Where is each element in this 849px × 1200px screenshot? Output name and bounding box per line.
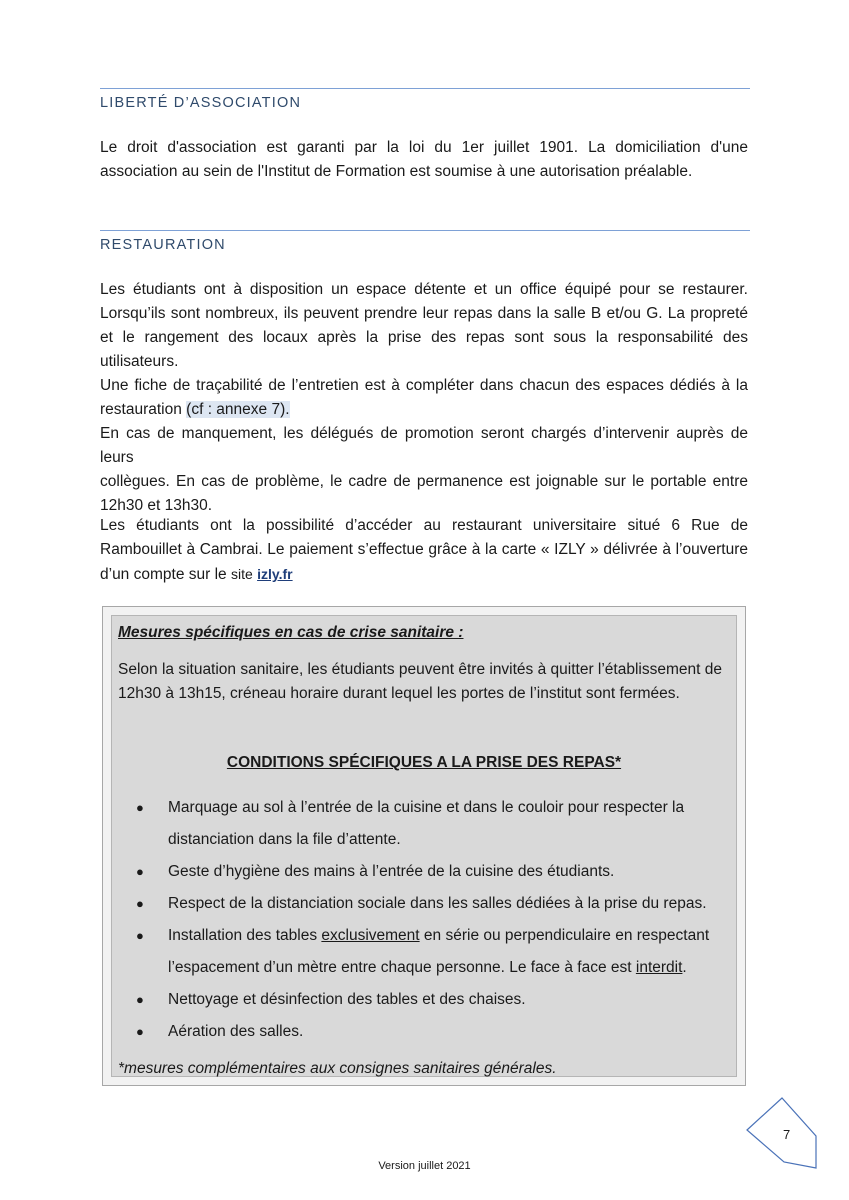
paragraph-line: Rambouillet à Cambrai. Le paiement s’effectue grâce à la carte « IZLY » délivrée à l’ouverture [100,541,748,558]
list-item-text-part: . [682,959,687,976]
paragraph-line: Les étudiants ont à disposition un espace détente et un office équipé pour se restaurer. [100,281,748,298]
version-footer: Version juillet 2021 [378,1160,471,1172]
list-item [136,792,726,856]
paragraph-line [100,398,748,422]
list-item-text: Respect de la distanciation sociale dans les salles dédiées à la prise du repas. [168,895,707,912]
paragraph-text: site [230,566,253,582]
bullet-icon: ● [136,992,144,1007]
list-item-text: distanciation dans la file d’attente. [168,831,401,848]
paragraph-text: restauration [100,401,182,418]
emphasis-underline: exclusivement [321,927,420,944]
list-item-text: Aération des salles. [168,1023,304,1040]
paragraph-line: Lorsqu’ils sont nombreux, ils peuvent prendre leur repas dans la salle B et/ou G. La propreté [100,305,748,322]
list-item [136,984,726,1016]
list-item-text-part: l’espacement d’un mètre entre chaque personne. Le face à face est [168,959,632,976]
list-item [136,888,726,920]
paragraph-line: association au sein de l'Institut de Formation est soumise à une autorisation préalable. [100,163,693,180]
section-heading-liberte: LIBERTÉ D’ASSOCIATION [100,88,750,111]
box-footnote: *mesures complémentaires aux consignes sanitaires générales. [118,1060,557,1077]
box-text-line: 12h30 à 13h15, créneau horaire durant lequel les portes de l’institut sont fermées. [118,685,680,702]
box-text [118,658,738,706]
izly-link[interactable]: izly.fr [257,566,293,582]
page-number-shape-icon [744,1096,818,1170]
bullet-icon: ● [136,800,144,815]
paragraph-text: d’un compte sur le [100,566,227,583]
paragraph-line: et le rangement des locaux après la prise des repas sont sous la responsabilité des utilisateurs. [100,329,748,370]
box-title: Mesures spécifiques en cas de crise sanitaire : [118,624,464,641]
paragraph-line: Le droit d'association est garanti par la loi du 1er juillet 1901. La domiciliation d'une [100,139,748,156]
paragraph-line [100,562,748,587]
list-item-text [168,952,726,984]
bullet-icon: ● [136,864,144,879]
paragraph-line: 12h30 et 13h30. [100,497,213,514]
bullet-icon: ● [136,1024,144,1039]
box-text-line: Selon la situation sanitaire, les étudiants peuvent être invités à quitter l’établissement de [118,661,722,678]
list-item-text: Geste d’hygiène des mains à l’entrée de la cuisine des étudiants. [168,863,615,880]
emphasis-underline: interdit [635,959,683,976]
bullet-icon: ● [136,928,144,943]
list-item [136,856,726,888]
list-item-text-part: Installation des tables [168,927,318,944]
paragraph-restauration-3 [100,514,748,587]
paragraph-line: Les étudiants ont la possibilité d’accéder au restaurant universitaire situé 6 Rue de [100,517,748,534]
list-item-text: Nettoyage et désinfection des tables et des chaises. [168,991,526,1008]
section-heading-restauration: RESTAURATION [100,230,750,253]
list-item-text [168,920,726,952]
list-item-text: Marquage au sol à l’entrée de la cuisine et dans le couloir pour respecter la [168,799,685,816]
list-item [136,1016,726,1048]
paragraph-line: collègues. En cas de problème, le cadre de permanence est joignable sur le portable entre [100,473,748,490]
list-item-text-part: en série ou perpendiculaire en respectant [423,927,710,944]
page-number: 7 [783,1127,791,1142]
paragraph-line: Une fiche de traçabilité de l’entretien est à compléter dans chacun des espaces dédiés à la [100,377,748,394]
paragraph-line: En cas de manquement, les délégués de promotion seront chargés d’intervenir auprès de leurs [100,425,748,466]
sanitary-measures-box [102,606,746,1086]
paragraph-liberte [100,136,748,184]
bullet-icon: ● [136,896,144,911]
conditions-title: CONDITIONS SPÉCIFIQUES A LA PRISE DES REPAS* [226,754,622,771]
annex-reference: (cf : annexe 7). [186,401,290,418]
list-item [136,920,726,984]
paragraph-restauration-1 [100,278,748,518]
conditions-list [136,792,726,1048]
sanitary-measures-panel [111,615,737,1077]
